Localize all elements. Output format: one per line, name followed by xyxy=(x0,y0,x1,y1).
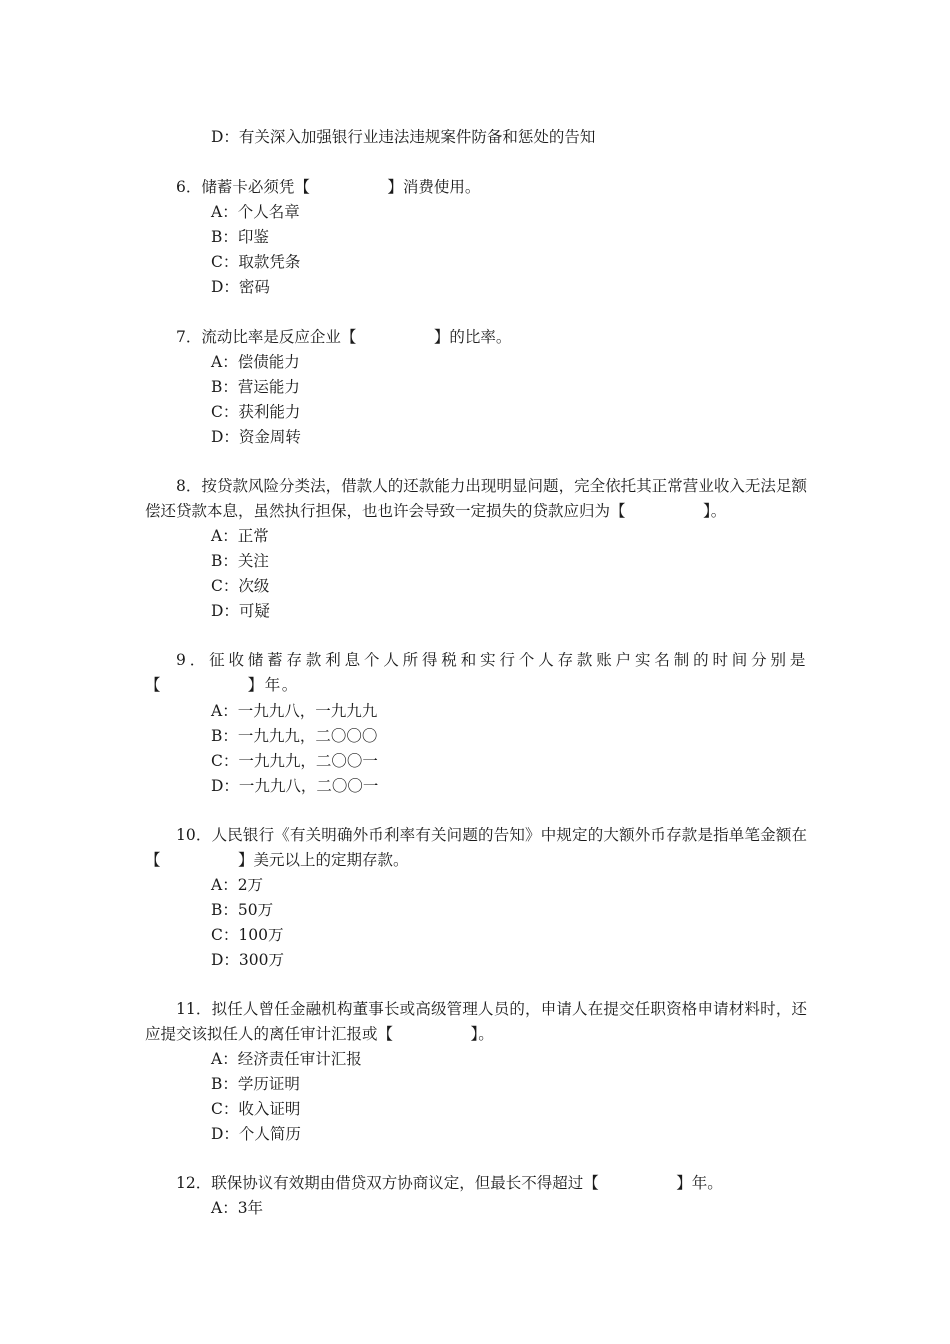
option-b-q9: B：一九九九，二〇〇〇 xyxy=(211,727,378,745)
option-c-q10: C：100万 xyxy=(211,926,284,944)
option-b-q8: B：关注 xyxy=(211,552,269,570)
option-d-q11: D：个人简历 xyxy=(211,1125,301,1143)
question-8: 8．按贷款风险分类法，借款人的还款能力出现明显问题，完全依托其正常营业收入无法足额偿还贷款本息，虽然执行担保，也也许会导致一定损失的贷款应归为【 】。 xyxy=(145,477,807,520)
option-c-q6: C：取款凭条 xyxy=(211,253,301,271)
option-d-q7: D：资金周转 xyxy=(211,428,301,446)
question-11: 11．拟任人曾任金融机构董事长或高级管理人员的，申请人在提交任职资格申请材料时，还应提交该拟任人的离任审计汇报或【 】。 xyxy=(145,1000,807,1043)
option-d-q8: D：可疑 xyxy=(211,602,270,620)
option-b-q11: B：学历证明 xyxy=(211,1075,300,1093)
question-7: 7．流动比率是反应企业【 】的比率。 xyxy=(176,328,512,346)
question-12: 12．联保协议有效期由借贷双方协商议定，但最长不得超过【 】年。 xyxy=(176,1174,723,1192)
option-c-q9: C：一九九九，二〇〇一 xyxy=(211,752,378,770)
option-a-q12: A：3年 xyxy=(211,1199,264,1217)
option-c-q7: C：获利能力 xyxy=(211,403,301,421)
option-d-q10: D：300万 xyxy=(211,951,285,969)
option-c-q11: C：收入证明 xyxy=(211,1100,301,1118)
option-d-q9: D：一九九八，二〇〇一 xyxy=(211,777,379,795)
option-d-q6: D：密码 xyxy=(211,278,270,296)
option-a-q6: A：个人名章 xyxy=(211,203,300,221)
option-c-q8: C：次级 xyxy=(211,577,270,595)
question-6: 6．储蓄卡必须凭【 】消费使用。 xyxy=(176,178,481,196)
option-a-q8: A：正常 xyxy=(211,527,269,545)
option-a-q9: A：一九九八，一九九九 xyxy=(211,702,378,720)
question-10: 10．人民银行《有关明确外币利率有关问题的告知》中规定的大额外币存款是指单笔金额在【 】美元以上的定期存款。 xyxy=(145,826,807,869)
option-b-q7: B：营运能力 xyxy=(211,378,300,396)
option-b-q6: B：印鉴 xyxy=(211,228,269,246)
option-d-q5: D：有关深入加强银行业违法违规案件防备和惩处的告知 xyxy=(211,128,596,146)
option-b-q10: B：50万 xyxy=(211,901,274,919)
option-a-q11: A：经济责任审计汇报 xyxy=(211,1050,362,1068)
option-a-q10: A：2万 xyxy=(211,876,264,894)
option-a-q7: A：偿债能力 xyxy=(211,353,300,371)
question-9: 9．征收储蓄存款利息个人所得税和实行个人存款账户实名制的时间分别是【 】年。 xyxy=(145,651,807,694)
